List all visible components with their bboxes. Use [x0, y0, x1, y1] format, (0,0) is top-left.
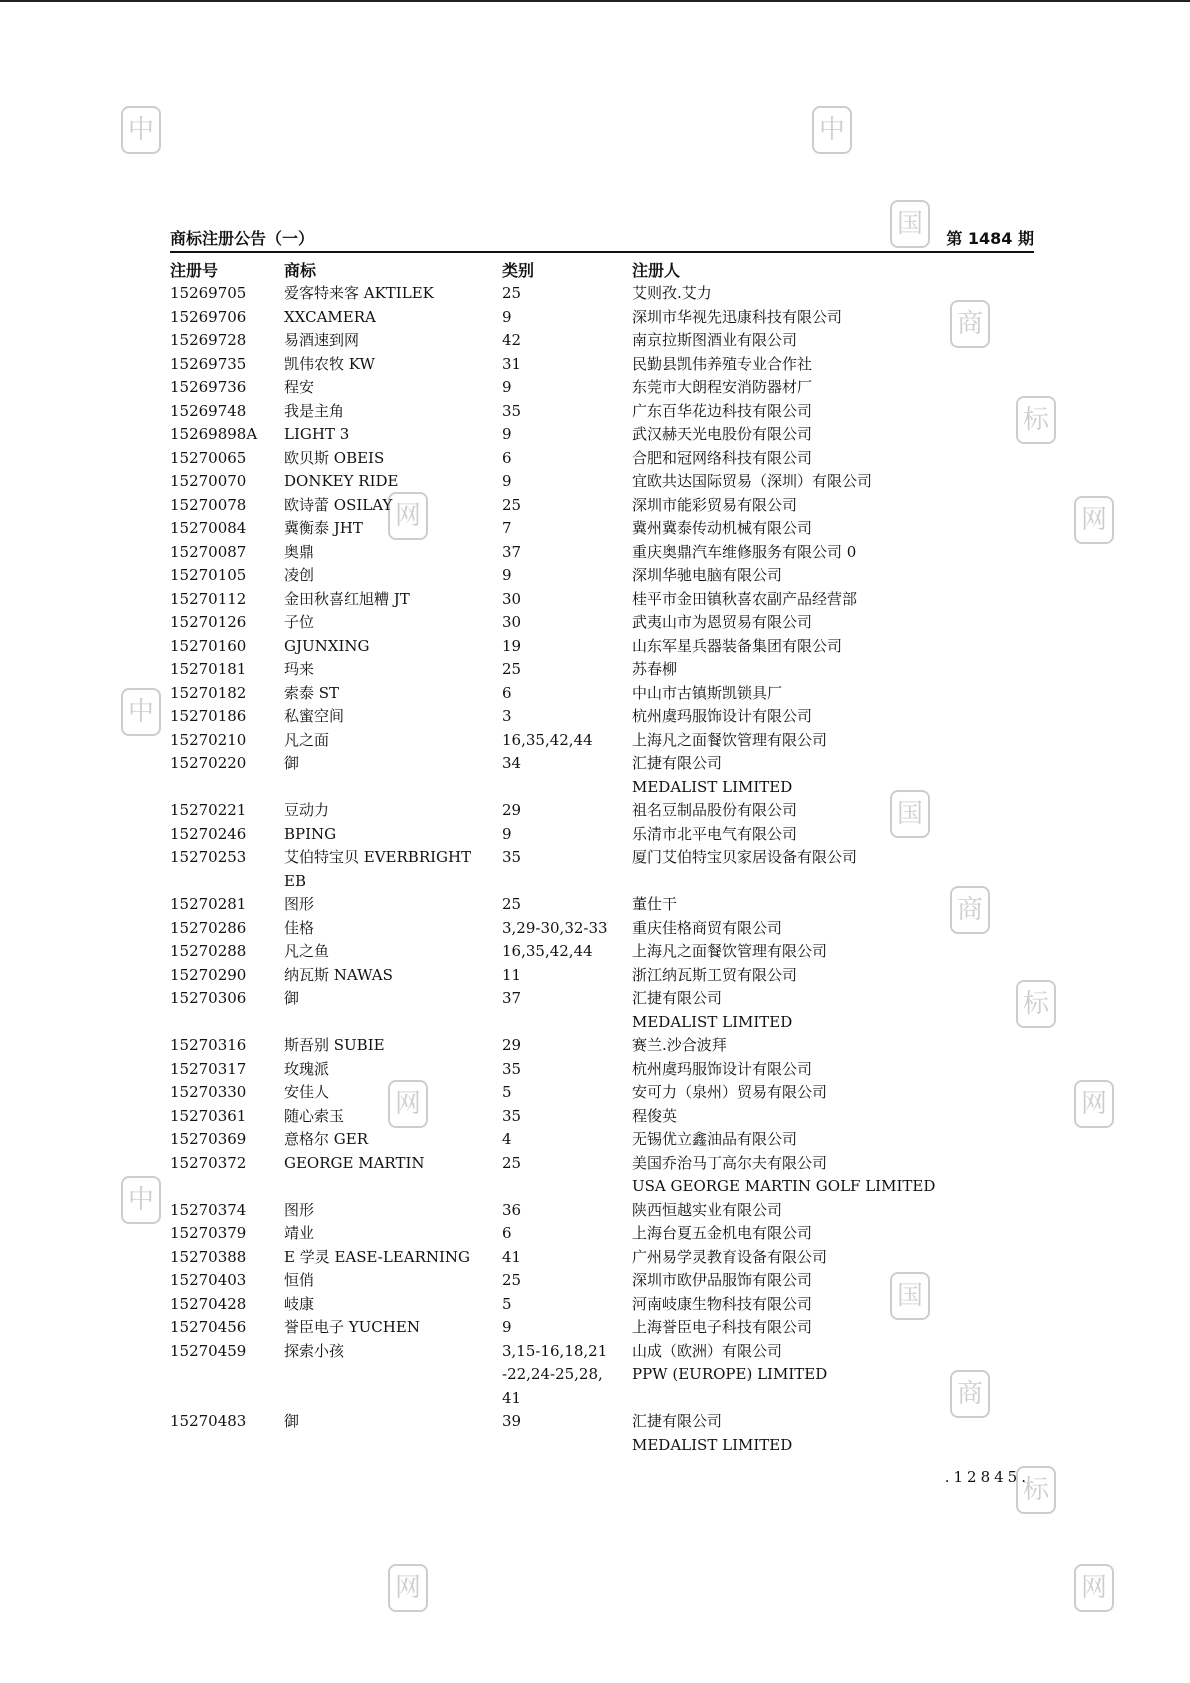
registration-number: 15270330 — [170, 1083, 247, 1101]
trademark-name: 纳瓦斯 NAWAS — [284, 965, 393, 984]
table-row — [0, 353, 1190, 377]
table-row — [0, 329, 1190, 353]
table-row — [0, 987, 1190, 1034]
registrant: 东莞市大朗程安消防器材厂 — [632, 378, 813, 396]
trademark-name: 誉臣电子 YUCHEN — [284, 1318, 420, 1336]
registration-number: 15270456 — [170, 1318, 247, 1336]
watermark: 国 — [890, 1272, 930, 1320]
registration-number: 15270181 — [170, 660, 247, 678]
class-list: 31 — [502, 354, 522, 373]
trademark-name: 御 — [284, 754, 300, 772]
class-list: 9 — [502, 307, 512, 326]
trademark-name: 岐康 — [284, 1294, 315, 1313]
class-list: 30 — [502, 589, 522, 608]
table-row — [0, 729, 1190, 753]
class-list: 25 — [502, 1153, 522, 1172]
watermark: 网 — [1074, 1564, 1114, 1612]
registrant: 汇捷有限公司 MEDALIST LIMITED — [632, 1412, 793, 1454]
registration-number: 15270403 — [170, 1271, 247, 1289]
trademark-name: 探索小孩 — [284, 1341, 345, 1360]
class-list: 35 — [502, 1059, 522, 1078]
table-row — [0, 1316, 1190, 1340]
class-list: 41 — [502, 1247, 522, 1266]
class-list: 16,35,42,44 — [502, 730, 593, 749]
table-row — [0, 893, 1190, 917]
registrant: 艾则孜.艾力 — [632, 284, 712, 302]
registrant: 深圳市华视先迅康科技有限公司 — [632, 307, 843, 326]
registrant: 厦门艾伯特宝贝家居设备有限公司 — [632, 848, 858, 866]
table-row — [0, 306, 1190, 330]
trademark-name: 金田秋喜红旭糟 JT — [284, 589, 410, 608]
trademark-name: XXCAMERA — [284, 307, 376, 326]
class-list: 4 — [502, 1130, 512, 1148]
registration-number: 15270361 — [170, 1106, 247, 1125]
watermark: 网 — [1074, 1080, 1114, 1128]
registration-number: 15270428 — [170, 1294, 247, 1313]
trademark-name: 玛来 — [284, 660, 315, 678]
class-list: 19 — [502, 636, 522, 655]
table-row — [0, 1152, 1190, 1199]
registration-number: 15270182 — [170, 683, 247, 702]
registration-number: 15270286 — [170, 918, 247, 937]
table-row — [0, 752, 1190, 799]
registration-number: 15270210 — [170, 730, 247, 749]
class-list: 3,29-30,32-33 — [502, 918, 608, 937]
table-row — [0, 400, 1190, 424]
trademark-name: 冀衡泰 JHT — [284, 519, 363, 537]
registrant: 程俊英 — [632, 1106, 678, 1125]
class-list: 25 — [502, 895, 522, 913]
trademark-name: DONKEY RIDE — [284, 472, 399, 490]
table-row — [0, 564, 1190, 588]
trademark-name: 欧贝斯 OBEIS — [284, 448, 385, 467]
top-border — [0, 0, 1190, 2]
registration-number: 15270306 — [170, 989, 247, 1007]
table-row — [0, 541, 1190, 565]
trademark-name: 凯伟农牧 KW — [284, 354, 375, 373]
registration-number: 15270105 — [170, 566, 247, 584]
watermark: 商 — [950, 300, 990, 348]
column-header-mark: 商标 — [284, 261, 317, 280]
class-list: 5 — [502, 1083, 512, 1101]
trademark-name: 图形 — [284, 895, 315, 913]
class-list: 5 — [502, 1294, 512, 1313]
table-row — [0, 494, 1190, 518]
registrant: 桂平市金田镇秋喜农副产品经营部 — [632, 589, 858, 608]
registrant: 深圳华驰电脑有限公司 — [632, 566, 783, 584]
table-row — [0, 823, 1190, 847]
registrant: 武汉赫天光电股份有限公司 — [632, 425, 813, 443]
registrant: 重庆佳格商贸有限公司 — [632, 918, 783, 937]
table-row — [0, 799, 1190, 823]
trademark-name: 恒俏 — [284, 1271, 315, 1289]
registrant: 无锡优立鑫油品有限公司 — [632, 1130, 798, 1148]
class-list: 6 — [502, 683, 512, 702]
table-row — [0, 917, 1190, 941]
registrant: 上海誉臣电子科技有限公司 — [632, 1318, 813, 1336]
class-list: 25 — [502, 284, 522, 302]
class-list: 29 — [502, 801, 522, 819]
class-list: 37 — [502, 989, 522, 1007]
class-list: 9 — [502, 566, 512, 584]
trademark-name: 凌创 — [284, 566, 315, 584]
registration-number: 15269728 — [170, 331, 247, 349]
watermark: 标 — [1016, 980, 1056, 1028]
trademark-name: 斯吾别 SUBIE — [284, 1036, 385, 1054]
watermark: 中 — [121, 106, 161, 154]
table-row — [0, 1340, 1190, 1411]
class-list: 35 — [502, 848, 522, 866]
registrant: 乐清市北平电气有限公司 — [632, 824, 798, 843]
registration-number: 15270281 — [170, 895, 247, 913]
registrant: 董仕干 — [632, 895, 678, 913]
registrant: 合肥和冠网络科技有限公司 — [632, 448, 813, 467]
column-header-owner: 注册人 — [632, 261, 681, 280]
page-number: .12845. — [944, 1468, 1030, 1486]
registration-number: 15270459 — [170, 1341, 247, 1360]
registration-number: 15270160 — [170, 636, 247, 655]
registration-number: 15270316 — [170, 1036, 247, 1054]
class-list: 25 — [502, 1271, 522, 1289]
trademark-name: 爱客特来客 AKTILEK — [284, 284, 434, 302]
registration-number: 15269706 — [170, 307, 247, 326]
registrant: 浙江纳瓦斯工贸有限公司 — [632, 965, 798, 984]
trademark-name: GJUNXING — [284, 636, 370, 655]
issue-number: 第 1484 期 — [946, 229, 1034, 248]
registration-number: 15270372 — [170, 1153, 247, 1172]
trademark-name: 我是主角 — [284, 401, 345, 420]
watermark: 中 — [812, 106, 852, 154]
registrant: 汇捷有限公司 MEDALIST LIMITED — [632, 754, 793, 796]
table-row — [0, 376, 1190, 400]
trademark-name: 佳格 — [284, 918, 315, 937]
trademark-name: 靖业 — [284, 1224, 315, 1242]
table-row — [0, 705, 1190, 729]
registrant: 上海凡之面餐饮管理有限公司 — [632, 942, 828, 960]
table-row — [0, 658, 1190, 682]
registration-number: 15270126 — [170, 613, 247, 631]
registrant: 民勤县凯伟养殖专业合作社 — [632, 354, 813, 373]
registration-number: 15270221 — [170, 801, 247, 819]
trademark-name: 子位 — [284, 613, 315, 631]
trademark-name: BPING — [284, 824, 337, 843]
registrant: 陕西恒越实业有限公司 — [632, 1200, 783, 1219]
registration-number: 15270087 — [170, 542, 247, 561]
class-list: 9 — [502, 1318, 512, 1336]
table-row — [0, 517, 1190, 541]
class-list: 11 — [502, 965, 522, 984]
watermark: 网 — [388, 1080, 428, 1128]
class-list: 37 — [502, 542, 522, 561]
table-row — [0, 1105, 1190, 1129]
registrant: 宜欧共达国际贸易（深圳）有限公司 — [632, 472, 873, 490]
table-row — [0, 1034, 1190, 1058]
trademark-name: 安佳人 — [284, 1083, 330, 1101]
trademark-name: 玫瑰派 — [284, 1059, 330, 1078]
class-list: 7 — [502, 519, 512, 537]
column-header-reg-no: 注册号 — [170, 261, 219, 280]
watermark: 标 — [1016, 1466, 1056, 1514]
registration-number: 15269748 — [170, 401, 247, 420]
registration-number: 15270065 — [170, 448, 247, 467]
registrant: 美国乔治马丁高尔夫有限公司 USA GEORGE MARTIN GOLF LIMITED — [632, 1153, 936, 1195]
class-list: 35 — [502, 1106, 522, 1125]
trademark-name: 凡之面 — [284, 730, 330, 749]
table-row — [0, 1293, 1190, 1317]
watermark: 网 — [1074, 496, 1114, 544]
registrant: 杭州虞玛服饰设计有限公司 — [632, 1059, 813, 1078]
registration-number: 15270112 — [170, 589, 247, 608]
registrant: 上海凡之面餐饮管理有限公司 — [632, 730, 828, 749]
trademark-name: 随心索玉 — [284, 1106, 345, 1125]
registrant: 南京拉斯图酒业有限公司 — [632, 331, 798, 349]
trademark-name: 奥鼎 — [284, 542, 315, 561]
registration-number: 15270379 — [170, 1224, 247, 1242]
trademark-name: E 学灵 EASE-LEARNING — [284, 1247, 471, 1266]
table-row — [0, 470, 1190, 494]
table-row — [0, 940, 1190, 964]
registrant: 中山市古镇斯凯锁具厂 — [632, 683, 783, 702]
registration-number: 15270186 — [170, 707, 247, 725]
watermark: 商 — [950, 1370, 990, 1418]
registrant: 河南岐康生物科技有限公司 — [632, 1294, 813, 1313]
registrant: 赛兰.沙合波拜 — [632, 1036, 727, 1054]
registrant: 祖名豆制品股份有限公司 — [632, 801, 798, 819]
registration-number: 15270317 — [170, 1059, 247, 1078]
watermark: 中 — [121, 688, 161, 736]
class-list: 3 — [502, 707, 512, 725]
watermark: 标 — [1016, 396, 1056, 444]
table-row — [0, 423, 1190, 447]
class-list: 42 — [502, 331, 522, 349]
class-list: 3,15-16,18,21 -22,24-25,28, 41 — [502, 1341, 608, 1407]
trademark-name: 易酒速到网 — [284, 331, 360, 349]
registrant: 武夷山市为恩贸易有限公司 — [632, 613, 813, 631]
table-row — [0, 1246, 1190, 1270]
registrant: 杭州虞玛服饰设计有限公司 — [632, 707, 813, 725]
class-list: 25 — [502, 495, 522, 514]
registrant: 汇捷有限公司 MEDALIST LIMITED — [632, 989, 793, 1031]
registrant: 苏春柳 — [632, 660, 678, 678]
registration-number: 15269736 — [170, 378, 247, 396]
table-row — [0, 635, 1190, 659]
class-list: 39 — [502, 1412, 522, 1430]
watermark: 网 — [388, 492, 428, 540]
page-header — [170, 224, 1034, 252]
trademark-name: LIGHT 3 — [284, 425, 350, 443]
registration-number: 15270253 — [170, 848, 247, 866]
watermark: 国 — [890, 790, 930, 838]
registrant: 广州易学灵教育设备有限公司 — [632, 1247, 828, 1266]
trademark-name: 索泰 ST — [284, 683, 340, 702]
registration-number: 15270246 — [170, 824, 247, 843]
registration-number: 15270220 — [170, 754, 247, 772]
table-row — [0, 1081, 1190, 1105]
table-row — [0, 611, 1190, 635]
registration-number: 15270290 — [170, 965, 247, 984]
class-list: 29 — [502, 1036, 522, 1054]
class-list: 34 — [502, 754, 522, 772]
header-rule — [170, 251, 1034, 253]
table-row — [0, 282, 1190, 306]
registrant: 上海台夏五金机电有限公司 — [632, 1224, 813, 1242]
table-row — [0, 1128, 1190, 1152]
registration-number: 15270078 — [170, 495, 247, 514]
class-list: 35 — [502, 401, 522, 420]
registration-number: 15270288 — [170, 942, 247, 960]
registrant: 冀州冀泰传动机械有限公司 — [632, 519, 813, 537]
trademark-name: 图形 — [284, 1200, 315, 1219]
registration-number: 15270070 — [170, 472, 247, 490]
class-list: 30 — [502, 613, 522, 631]
trademark-name: 程安 — [284, 378, 315, 396]
trademark-table — [0, 282, 1190, 1457]
table-row — [0, 964, 1190, 988]
trademark-name: 意格尔 GER — [284, 1130, 368, 1148]
trademark-name: 艾伯特宝贝 EVERBRIGHT EB — [284, 848, 472, 890]
registrant: 山成（欧洲）有限公司 PPW (EUROPE) LIMITED — [632, 1341, 828, 1383]
class-list: 9 — [502, 824, 512, 843]
watermark: 商 — [950, 886, 990, 934]
class-list: 9 — [502, 378, 512, 396]
registration-number: 15270374 — [170, 1200, 247, 1219]
trademark-name: 私蜜空间 — [284, 707, 345, 725]
table-row — [0, 1269, 1190, 1293]
class-list: 36 — [502, 1200, 522, 1219]
trademark-name: 御 — [284, 989, 300, 1007]
registration-number: 15269898A — [170, 425, 258, 443]
registration-number: 15269735 — [170, 354, 247, 373]
table-row — [0, 846, 1190, 893]
table-row — [0, 1058, 1190, 1082]
table-row — [0, 1199, 1190, 1223]
class-list: 6 — [502, 448, 512, 467]
table-row — [0, 588, 1190, 612]
trademark-name: 欧诗蕾 OSILAY — [284, 495, 393, 514]
table-row — [0, 682, 1190, 706]
registrant: 深圳市欧伊品服饰有限公司 — [632, 1271, 813, 1289]
watermark: 网 — [388, 1564, 428, 1612]
column-header-class: 类别 — [502, 261, 535, 280]
class-list: 9 — [502, 425, 512, 443]
registrant: 安可力（泉州）贸易有限公司 — [632, 1083, 828, 1101]
trademark-name: 御 — [284, 1412, 300, 1430]
registration-number: 15270084 — [170, 519, 247, 537]
registrant: 深圳市能彩贸易有限公司 — [632, 495, 798, 514]
class-list: 16,35,42,44 — [502, 942, 593, 960]
class-list: 6 — [502, 1224, 512, 1242]
registration-number: 15270483 — [170, 1412, 247, 1430]
trademark-name: 豆动力 — [284, 801, 330, 819]
registration-number: 15269705 — [170, 284, 247, 302]
trademark-name: GEORGE MARTIN — [284, 1153, 425, 1172]
registrant: 山东军星兵器装备集团有限公司 — [632, 636, 843, 655]
registration-number: 15270369 — [170, 1130, 247, 1148]
class-list: 25 — [502, 660, 522, 678]
trademark-name: 凡之鱼 — [284, 942, 330, 960]
watermark: 中 — [121, 1176, 161, 1224]
registrant: 广东百华花边科技有限公司 — [632, 401, 813, 420]
watermark: 国 — [890, 200, 930, 248]
class-list: 9 — [502, 472, 512, 490]
table-row — [0, 1410, 1190, 1457]
table-row — [0, 447, 1190, 471]
page-title: 商标注册公告（一） — [170, 229, 315, 248]
registration-number: 15270388 — [170, 1247, 247, 1266]
registrant: 重庆奥鼎汽车维修服务有限公司 0 — [632, 542, 857, 561]
table-row — [0, 1222, 1190, 1246]
